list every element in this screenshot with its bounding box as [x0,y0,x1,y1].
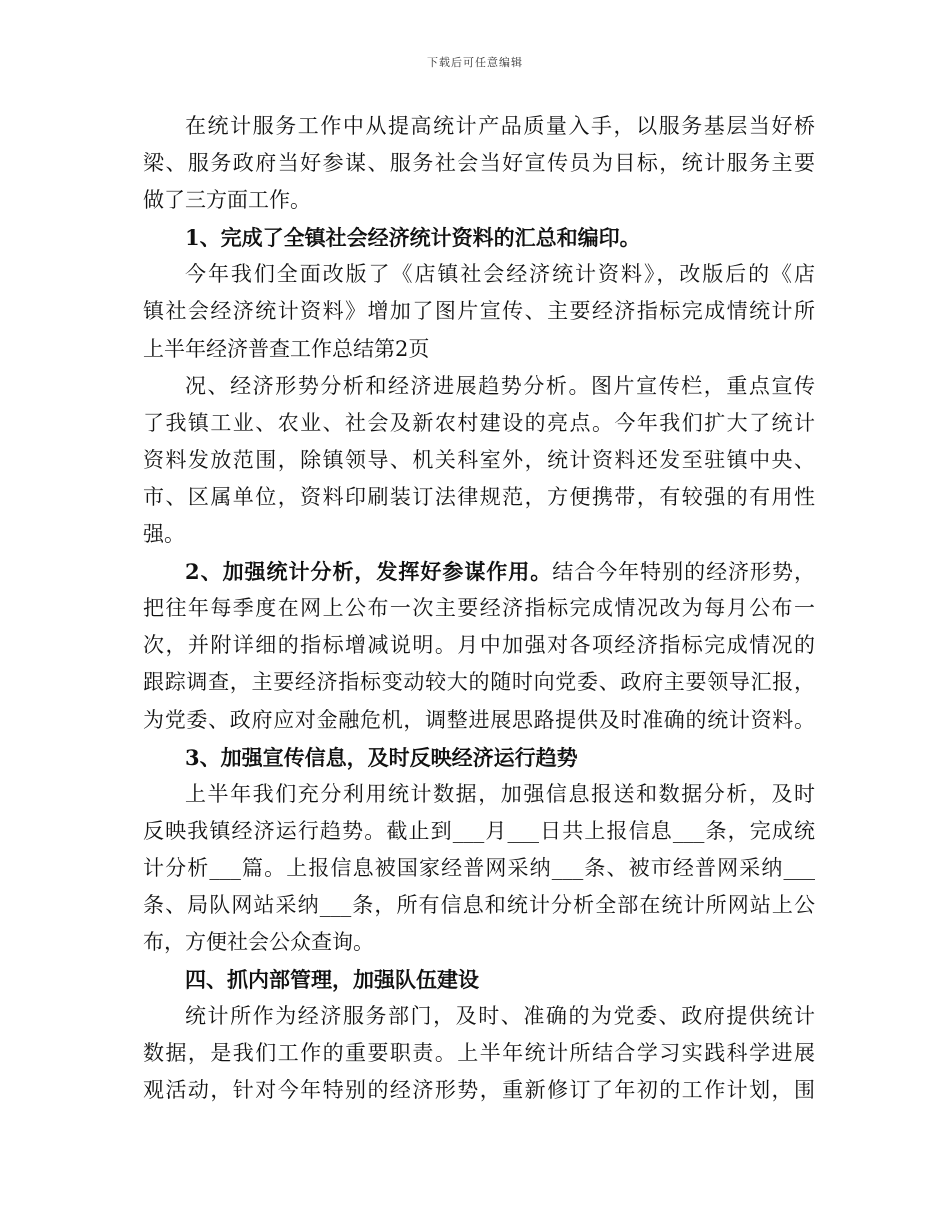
line-text: 上半年我们充分利用统计数据，加强信息报送和数据分析，及时 [185,781,815,806]
line-text: 强。 [143,522,185,547]
line-text: 在统计服务工作中从提高统计产品质量入手，以服务基层当好桥 [185,114,815,138]
text-line [143,813,815,850]
line-text: 次，并附详细的指标增减说明。月中加强对各项经济指标完成情况的 [143,633,815,658]
text-line [143,145,815,182]
line-text: 条、局队网站采纳___条，所有信息和统计分析全部在统计所网站上公 [143,892,815,917]
line-text: 镇社会经济统计资料》增加了图片宣传、主要经济指标完成情统计所 [143,299,815,324]
line-text: 计分析___篇。上报信息被国家经普网采纳___条、被市经普网采纳___ [143,855,815,880]
text-line [143,516,815,553]
text-line [143,627,815,664]
line-text: 今年我们全面改版了《店镇社会经济统计资料》，改版后的《店 [185,262,815,287]
text-line [143,887,815,924]
line-text: 结合今年特别的经济形势， [552,560,815,585]
text-line [143,961,815,998]
line-text: 观活动，针对今年特别的经济形势，重新修订了年初的工作计划，围 [143,1078,815,1103]
line-text: 市、区属单位，资料印刷装订法律规范，方便携带，有较强的有用性 [143,484,815,509]
line-text: 为党委、政府应对金融危机，调整进展思路提供及时准确的统计资料。 [143,707,815,732]
line-text: 数据，是我们工作的重要职责。上半年统计所结合学习实践科学进展 [143,1041,815,1066]
text-line [143,293,815,330]
text-line [143,998,815,1035]
bold-heading: 2、加强统计分析，发挥好参谋作用。 [185,559,553,585]
text-line [143,590,815,627]
text-line [143,739,815,776]
text-line [143,479,815,516]
line-text: 统计所作为经济服务部门，及时、准确的为党委、政府提供统计 [185,1004,815,1029]
line-text: 做了三方面工作。 [143,188,311,213]
text-line [143,219,815,256]
text-line [143,256,815,293]
text-line [143,924,815,961]
text-line [143,368,815,405]
page-header: 下载后可任意编辑 [427,56,523,69]
text-line [143,664,815,701]
text-line [143,405,815,442]
text-line [143,108,815,145]
line-text: 资料发放范围，除镇领导、机关科室外，统计资料还发至驻镇中央、 [143,447,815,472]
document-body [143,108,815,1110]
line-text: 布，方便社会公众查询。 [143,930,374,955]
line-text: 况、经济形势分析和经济进展趋势分析。图片宣传栏，重点宣传 [185,373,815,398]
line-text: 把往年每季度在网上公布一次主要经济指标完成情况改为每月公布一 [143,596,815,621]
text-line [143,442,815,479]
bold-heading: 3、加强宣传信息，及时反映经济运行趋势 [185,744,578,770]
text-line [143,1035,815,1072]
bold-heading: 四、抓内部管理，加强队伍建设 [185,967,479,993]
line-text: 梁、服务政府当好参谋、服务社会当好宣传员为目标，统计服务主要 [143,151,815,176]
line-text: 上半年经济普查工作总结第2页 [143,336,430,361]
line-text: 了我镇工业、农业、社会及新农村建设的亮点。今年我们扩大了统计 [143,410,815,435]
text-line [143,553,815,590]
text-line [143,776,815,813]
text-line [143,850,815,887]
text-line [143,702,815,739]
text-line [143,331,815,368]
bold-heading: 1、完成了全镇社会经济统计资料的汇总和编印。 [185,225,641,251]
line-text: 反映我镇经济运行趋势。截止到___月___日共上报信息___条，完成统 [143,818,815,843]
text-line [143,182,815,219]
text-line [143,1072,815,1109]
line-text: 跟踪调查，主要经济指标变动较大的随时向党委、政府主要领导汇报， [143,670,815,695]
